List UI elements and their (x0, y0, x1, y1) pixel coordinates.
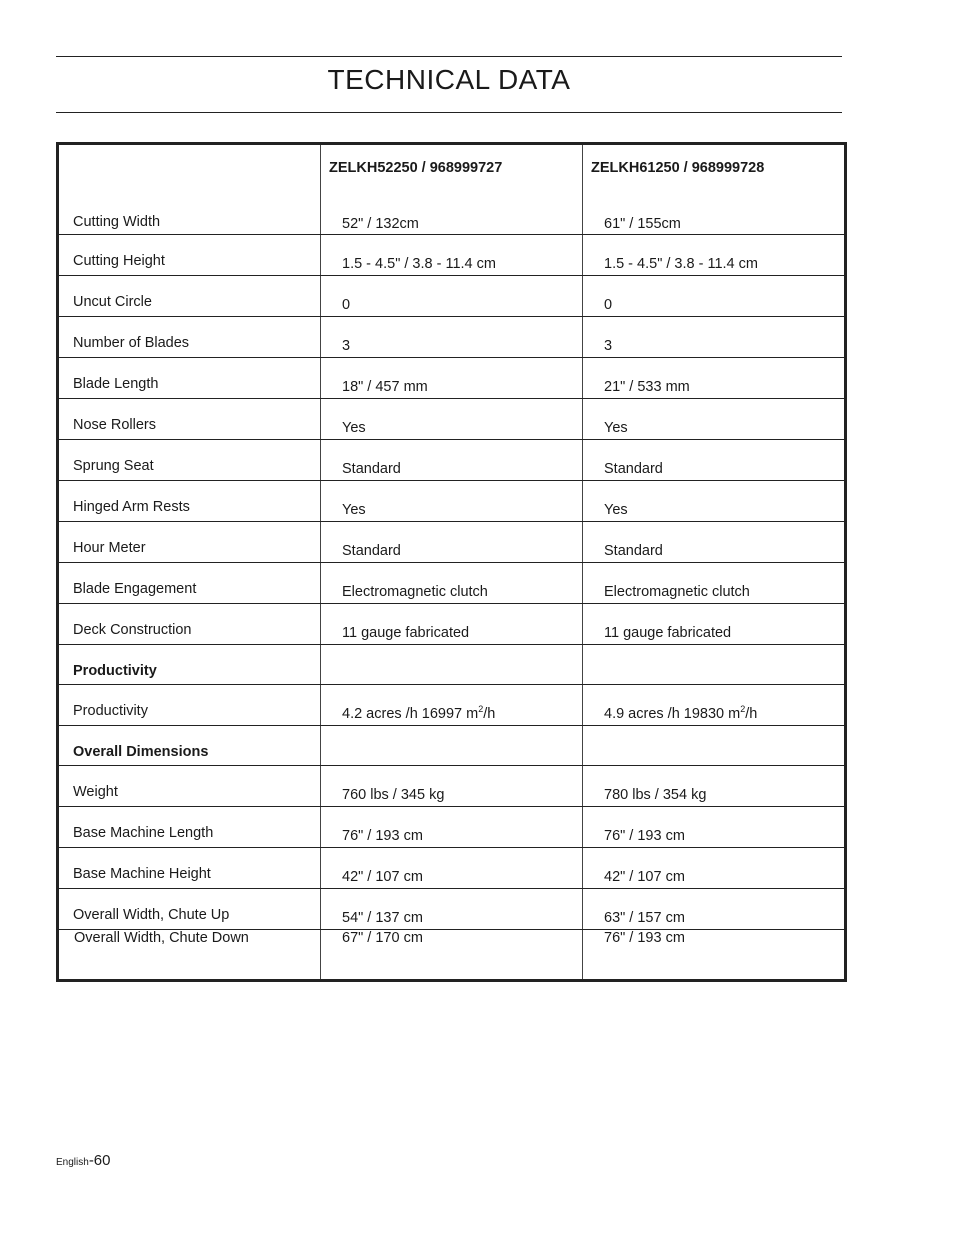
row-label: Nose Rollers (58, 399, 321, 440)
value-model-1: 760 lbs / 345 kg (321, 766, 583, 807)
row-label: Deck Construction (58, 604, 321, 645)
value-model-2: 63" / 157 cm (583, 889, 846, 930)
value-model-1: 42" / 107 cm (321, 848, 583, 889)
row-label: Number of Blades (58, 317, 321, 358)
value-model-1: 0 (321, 276, 583, 317)
value-text: 4.9 acres /h 19830 m (604, 706, 741, 722)
value-model-1: Yes (321, 481, 583, 522)
value-model-1: 11 gauge fabricated (321, 604, 583, 645)
table-row (58, 522, 846, 563)
value-model-2: 1.5 - 4.5" / 3.8 - 11.4 cm (583, 235, 846, 276)
value-model-1: 18" / 457 mm (321, 358, 583, 399)
value-model-2: 0 (583, 276, 846, 317)
value-model-1: 54" / 137 cm (321, 889, 583, 930)
model-name: ZELKH52250 / 968999727 (329, 160, 503, 176)
value-model-2: 11 gauge fabricated (583, 604, 846, 645)
table-row (58, 930, 846, 981)
table-row (58, 358, 846, 399)
header-row (58, 144, 846, 235)
page-number: -60 (88, 1152, 111, 1169)
unit-superscript: 2 (478, 704, 484, 715)
section-row-productivity (58, 645, 846, 685)
value-model-2: 780 lbs / 354 kg (583, 766, 846, 807)
page-footer (56, 1152, 111, 1169)
page-title: TECHNICAL DATA (327, 64, 571, 95)
section-heading: Overall Dimensions (58, 726, 321, 766)
value-model-2: 42" / 107 cm (583, 848, 846, 889)
row-label: Hinged Arm Rests (58, 481, 321, 522)
value-unit: /h (745, 706, 758, 722)
empty-cell (583, 645, 846, 685)
row-label: Sprung Seat (58, 440, 321, 481)
table-row (58, 235, 846, 276)
row-label: Overall Width, Chute Down (58, 930, 321, 981)
row-label: Uncut Circle (58, 276, 321, 317)
table-row (58, 481, 846, 522)
value-model-1: 76" / 193 cm (321, 807, 583, 848)
value-model-2: Standard (583, 440, 846, 481)
model-header-1 (321, 144, 583, 235)
value-model-1: 52" / 132cm (342, 216, 419, 232)
value-model-2: 76" / 193 cm (583, 930, 846, 981)
empty-cell (321, 645, 583, 685)
row-label: Blade Length (58, 358, 321, 399)
technical-data-table (56, 142, 847, 982)
value-model-1: 3 (321, 317, 583, 358)
row-label: Cutting Width (58, 144, 321, 235)
row-label: Productivity (58, 685, 321, 726)
value-model-1: Yes (321, 399, 583, 440)
row-label: Base Machine Length (58, 807, 321, 848)
table-row (58, 604, 846, 645)
table-row (58, 685, 846, 726)
table-row (58, 440, 846, 481)
table-row (58, 766, 846, 807)
title-underline (56, 112, 842, 113)
value-model-2: Yes (583, 481, 846, 522)
value-model-1: Standard (321, 522, 583, 563)
model-header-2 (583, 144, 846, 235)
table-row (58, 317, 846, 358)
table-row (58, 807, 846, 848)
table-row (58, 563, 846, 604)
value-model-2: 76" / 193 cm (583, 807, 846, 848)
value-model-2: Yes (583, 399, 846, 440)
row-label: Cutting Height (58, 235, 321, 276)
value-model-2: 3 (583, 317, 846, 358)
value-text: 4.2 acres /h 16997 m (342, 706, 479, 722)
value-model-1: 67" / 170 cm (321, 930, 583, 981)
row-label: Weight (58, 766, 321, 807)
table-row (58, 276, 846, 317)
top-rule (56, 56, 842, 57)
empty-cell (321, 726, 583, 766)
value-model-2: 21" / 533 mm (583, 358, 846, 399)
value-model-2: Electromagnetic clutch (583, 563, 846, 604)
footer-language: English (56, 1157, 89, 1168)
value-model-1: Electromagnetic clutch (321, 563, 583, 604)
value-model-2 (583, 685, 846, 726)
value-model-2: 61" / 155cm (604, 216, 681, 232)
row-label: Blade Engagement (58, 563, 321, 604)
empty-cell (583, 726, 846, 766)
value-unit: /h (483, 706, 496, 722)
value-model-2: Standard (583, 522, 846, 563)
section-row-dimensions (58, 726, 846, 766)
value-model-1: Standard (321, 440, 583, 481)
row-label: Base Machine Height (58, 848, 321, 889)
section-heading: Productivity (58, 645, 321, 685)
table-row (58, 848, 846, 889)
table-row (58, 399, 846, 440)
unit-superscript: 2 (740, 704, 746, 715)
value-model-1 (321, 685, 583, 726)
row-label: Overall Width, Chute Up (58, 889, 321, 930)
value-model-1: 1.5 - 4.5" / 3.8 - 11.4 cm (321, 235, 583, 276)
table-row (58, 889, 846, 930)
row-label: Hour Meter (58, 522, 321, 563)
model-name: ZELKH61250 / 968999728 (591, 160, 765, 176)
